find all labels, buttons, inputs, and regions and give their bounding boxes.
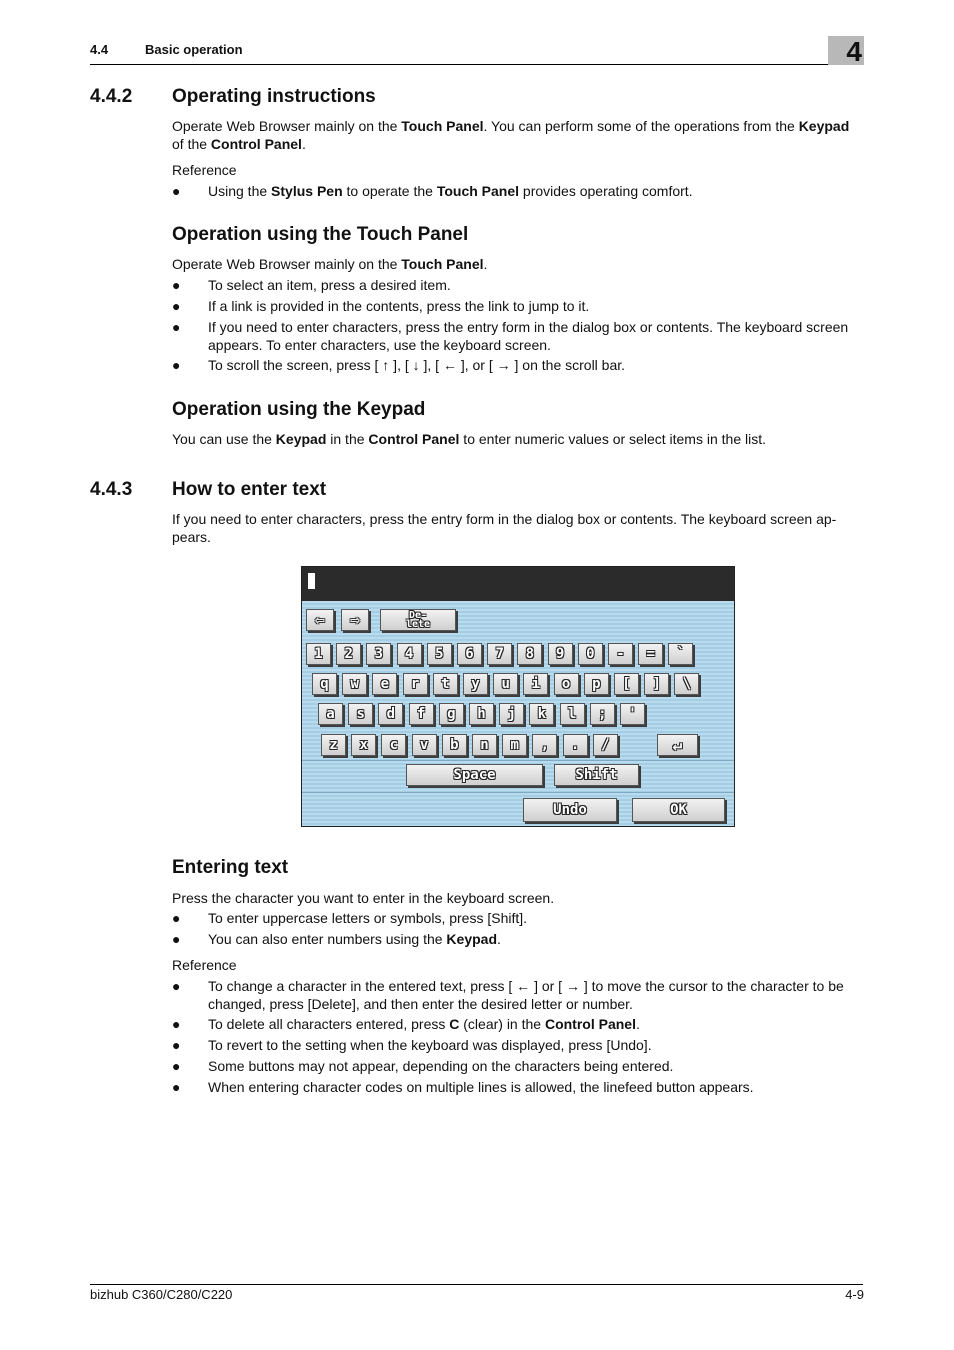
- bullet-icon: ●: [172, 1079, 181, 1095]
- bold-term: Keypad: [275, 431, 327, 447]
- bullet-icon: ●: [172, 183, 181, 199]
- section-443-paragraph: [172, 510, 864, 546]
- key-row3-4[interactable]: g: [439, 703, 464, 725]
- text-run: If you need to enter characters, press the entry form in the dialog box or contents. The keyboard screen ap-pears.: [172, 511, 837, 545]
- text-run: When entering character codes on multiple lines is allowed, the linefeed button appears.: [208, 1079, 754, 1095]
- text-run: Using the: [208, 183, 272, 199]
- ok-button[interactable]: OK: [632, 798, 725, 822]
- bold-term: Touch Panel: [436, 183, 520, 199]
- text-run: to enter numeric values or select items in the list.: [459, 431, 766, 447]
- key-row2-2[interactable]: e: [372, 673, 397, 695]
- entering-text-heading: Entering text: [172, 857, 289, 878]
- bullet-icon: ●: [172, 1058, 181, 1074]
- header-section-title: Basic operation: [145, 42, 243, 57]
- section-442-paragraph: [172, 117, 864, 153]
- header-rule: [90, 64, 863, 65]
- list-item-text: [208, 318, 864, 354]
- key-row4-7[interactable]: ,: [532, 734, 557, 756]
- text-run: Some buttons may not appear, depending on the characters being entered.: [208, 1058, 674, 1074]
- key-row3-7[interactable]: k: [529, 703, 554, 725]
- key-row2-9[interactable]: p: [584, 673, 609, 695]
- text-run: To change a character in the entered text, press [ ← ] or [ → ] to move the cursor to the character to be changed, press [Delete], and then enter the desired letter or number.: [208, 978, 844, 1012]
- touch-panel-heading: Operation using the Touch Panel: [172, 224, 469, 245]
- bold-term: Stylus Pen: [271, 183, 343, 199]
- text-run: (clear) in the: [459, 1016, 545, 1032]
- list-item-text: [208, 276, 864, 294]
- section-442-number: 4.4.2: [90, 86, 133, 107]
- text-cursor: [308, 573, 315, 589]
- cursor-right-key[interactable]: ⇨: [341, 609, 369, 631]
- text-run: .: [483, 256, 488, 272]
- text-run: If a link is provided in the contents, press the link to jump to it.: [208, 298, 590, 314]
- delete-key[interactable]: [380, 609, 456, 631]
- key-row4-0[interactable]: z: [321, 734, 346, 756]
- key-row4-1[interactable]: x: [351, 734, 376, 756]
- bullet-icon: ●: [172, 277, 181, 293]
- key-row2-3[interactable]: r: [403, 673, 428, 695]
- footer-rule: [90, 1284, 863, 1285]
- key-row2-4[interactable]: t: [433, 673, 458, 695]
- key-row2-6[interactable]: u: [493, 673, 518, 695]
- key-row1-8[interactable]: 9: [548, 643, 573, 665]
- text-run: .: [635, 1016, 640, 1032]
- bullet-icon: ●: [172, 298, 181, 314]
- header-section-number: 4.4: [90, 42, 109, 57]
- shift-key[interactable]: Shift: [554, 764, 639, 786]
- text-run: .: [497, 931, 501, 947]
- key-row1-9[interactable]: 0: [578, 643, 603, 665]
- text-entry-field[interactable]: [302, 567, 734, 601]
- key-row3-1[interactable]: s: [348, 703, 373, 725]
- list-item-text: [208, 930, 864, 948]
- bold-term: Touch Panel: [401, 118, 484, 134]
- key-row1-1[interactable]: 2: [336, 643, 361, 665]
- delete-key-line1: De-: [408, 610, 428, 621]
- text-run: to operate the: [342, 183, 437, 199]
- key-row1-11[interactable]: =: [638, 643, 663, 665]
- key-row3-10[interactable]: ': [620, 703, 645, 725]
- key-row1-0[interactable]: 1: [306, 643, 331, 665]
- bold-term: C: [449, 1016, 460, 1032]
- bold-term: Control Panel: [210, 136, 302, 152]
- list-item-text: [208, 1036, 864, 1054]
- list-item-text: [208, 1015, 864, 1033]
- footer-model: bizhub C360/C280/C220: [90, 1287, 233, 1302]
- text-run: in the: [326, 431, 369, 447]
- key-row1-3[interactable]: 4: [397, 643, 422, 665]
- key-row3-8[interactable]: l: [560, 703, 585, 725]
- key-row1-2[interactable]: 3: [366, 643, 391, 665]
- bullet-icon: ●: [172, 319, 181, 335]
- text-run: To revert to the setting when the keyboard was displayed, press [Undo].: [208, 1037, 652, 1053]
- key-row1-4[interactable]: 5: [427, 643, 452, 665]
- list-item-text: [208, 909, 864, 927]
- keyboard-body: [302, 601, 734, 826]
- text-run: of the: [172, 136, 211, 152]
- key-row4-9[interactable]: /: [593, 734, 618, 756]
- key-row3-6[interactable]: j: [499, 703, 524, 725]
- key-row4-8[interactable]: .: [563, 734, 588, 756]
- text-run: To scroll the screen, press [ ↑ ], [ ↓ ], [ ← ], or [ → ] on the scroll bar.: [208, 357, 626, 373]
- text-run: You can use the: [172, 431, 276, 447]
- reference-label: Reference: [172, 162, 237, 178]
- list-item-text: [208, 297, 864, 315]
- key-row2-1[interactable]: w: [342, 673, 367, 695]
- keyboard-divider: [302, 760, 734, 761]
- bullet-icon: ●: [172, 357, 181, 373]
- text-run: provides operating comfort.: [519, 183, 693, 199]
- undo-button[interactable]: Undo: [523, 798, 617, 822]
- key-row4-2[interactable]: c: [381, 734, 406, 756]
- keypad-paragraph: [172, 430, 864, 448]
- delete-key-line2: lete: [405, 619, 431, 630]
- text-run: . You can perform some of the operations from the: [483, 118, 799, 134]
- key-row1-12[interactable]: `: [668, 643, 693, 665]
- key-row3-0[interactable]: a: [318, 703, 343, 725]
- key-row3-3[interactable]: f: [409, 703, 434, 725]
- bullet-icon: ●: [172, 1016, 181, 1032]
- keyboard-divider: [302, 792, 734, 793]
- list-item-text: [208, 1078, 864, 1096]
- key-row2-11[interactable]: ]: [644, 673, 669, 695]
- key-row3-9[interactable]: ;: [590, 703, 615, 725]
- bold-term: Control Panel: [544, 1016, 636, 1032]
- key-row2-7[interactable]: i: [523, 673, 548, 695]
- keypad-heading: Operation using the Keypad: [172, 399, 426, 420]
- key-row2-10[interactable]: [: [614, 673, 639, 695]
- list-item-text: [208, 977, 864, 1013]
- space-key[interactable]: Space: [406, 764, 543, 786]
- bold-term: Keypad: [798, 118, 850, 134]
- entering-text-intro: [172, 889, 864, 907]
- text-run: You can also enter numbers using the: [208, 931, 447, 947]
- keyboard-screen: [301, 566, 735, 827]
- list-item-text: [208, 182, 864, 200]
- bullet-icon: ●: [172, 910, 181, 926]
- footer-page-number: 4-9: [845, 1287, 864, 1302]
- key-row1-5[interactable]: 6: [457, 643, 482, 665]
- key-row4-3[interactable]: v: [412, 734, 437, 756]
- bullet-icon: ●: [172, 931, 181, 947]
- key-row3-5[interactable]: h: [469, 703, 494, 725]
- key-row2-5[interactable]: y: [463, 673, 488, 695]
- key-row4-6[interactable]: m: [502, 734, 527, 756]
- key-row2-0[interactable]: q: [312, 673, 337, 695]
- text-run: Operate Web Browser mainly on the: [172, 118, 402, 134]
- key-row1-10[interactable]: -: [608, 643, 633, 665]
- section-443-number: 4.4.3: [90, 479, 133, 500]
- enter-key[interactable]: ↵: [657, 734, 698, 756]
- bold-term: Keypad: [446, 931, 497, 947]
- bold-term: Control Panel: [368, 431, 460, 447]
- key-row4-4[interactable]: b: [442, 734, 467, 756]
- text-run: To enter uppercase letters or symbols, press [Shift].: [208, 910, 528, 926]
- bold-term: Touch Panel: [401, 256, 484, 272]
- text-run: If you need to enter characters, press the entry form in the dialog box or contents. The keyboard screen appears. To enter characters, use the keyboard screen.: [208, 319, 849, 353]
- text-run: To delete all characters entered, press: [208, 1016, 450, 1032]
- list-item-text: [208, 356, 864, 374]
- section-443-title: How to enter text: [172, 479, 327, 500]
- bullet-icon: ●: [172, 978, 181, 994]
- section-442-title: Operating instructions: [172, 86, 376, 107]
- list-item-text: [208, 1057, 864, 1075]
- key-row3-2[interactable]: d: [378, 703, 403, 725]
- text-run: Operate Web Browser mainly on the: [172, 256, 402, 272]
- bullet-icon: ●: [172, 1037, 181, 1053]
- text-run: Press the character you want to enter in the keyboard screen.: [172, 890, 555, 906]
- key-row2-12[interactable]: \: [674, 673, 699, 695]
- reference-label: Reference: [172, 957, 237, 973]
- key-row1-6[interactable]: 7: [487, 643, 512, 665]
- key-row2-8[interactable]: o: [554, 673, 579, 695]
- key-row4-5[interactable]: n: [472, 734, 497, 756]
- chapter-number-badge: 4: [828, 36, 864, 65]
- touch-panel-intro: [172, 255, 864, 273]
- text-run: To select an item, press a desired item.: [208, 277, 451, 293]
- cursor-left-key[interactable]: ⇦: [306, 609, 334, 631]
- key-row1-7[interactable]: 8: [517, 643, 542, 665]
- text-run: .: [301, 136, 306, 152]
